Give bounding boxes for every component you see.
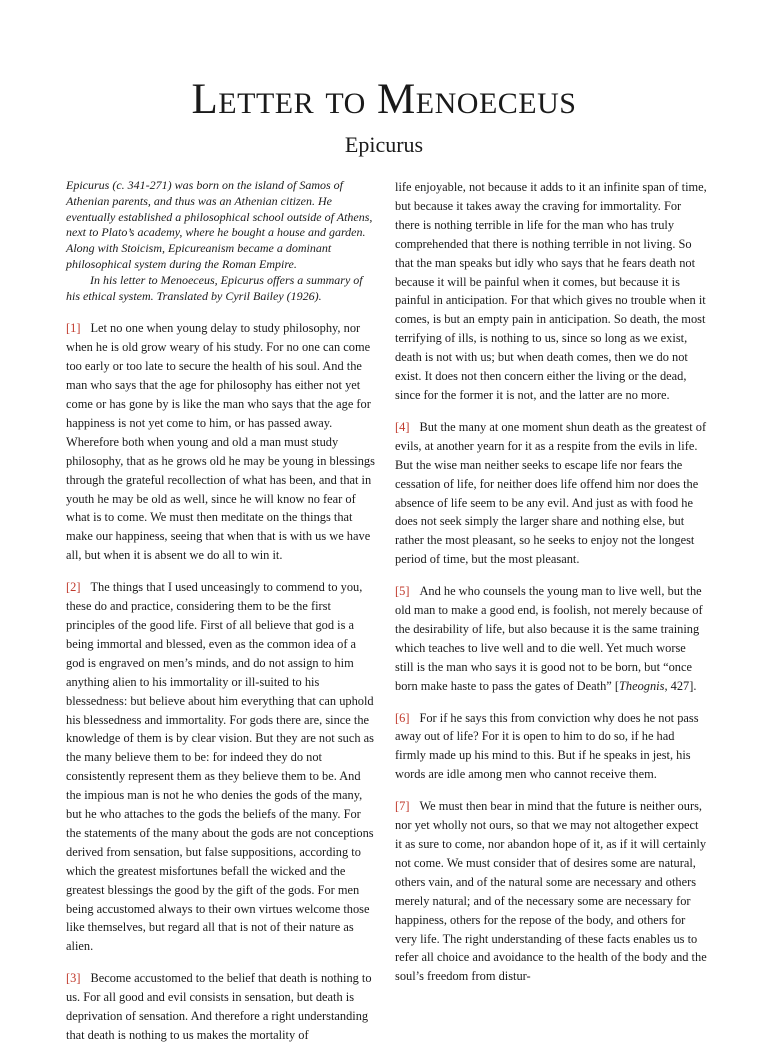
citation-rest: , 427]. <box>664 678 697 693</box>
right-column <box>395 178 707 999</box>
section-text: For if he says this from conviction why does he not pass away out of life? For it is open to him to do so, if he had firmly made up his mind to this. But if he speaks in jest, his words are idle among men who cannot receive them. <box>395 710 699 782</box>
section-4 <box>395 418 707 569</box>
section-5 <box>395 582 707 695</box>
section-number[interactable]: [4] <box>395 419 410 434</box>
intro-note <box>66 178 377 304</box>
section-number[interactable]: [2] <box>66 580 81 595</box>
section-3-continued: life enjoyable, not because it adds to it an infinite span of time, but because it takes away the craving for immortality. For there is nothing terrible in life for the man who has truly comprehended that there is nothing terrible in not living. So that the man speaks but idly who says that he fears death not because it will be painful when it comes, but because it is painful in anticipation. For that which gives no trouble when it comes, is but an empty pain in anticipation. So death, the most terrifying of ills, is nothing to us, since so long as we exist, death is not with us; but when death comes, then we do not exist. It does not then concern either the living or the dead, since for the former it is not, and the latter are no more. <box>395 180 707 402</box>
section-7 <box>395 797 707 986</box>
intro-paragraph: In his letter to Menoeceus, Epicurus offers a summary of his ethical system. Translated by Cyril Bailey (1926). <box>66 272 363 303</box>
left-column <box>66 178 377 1058</box>
section-2 <box>66 578 377 956</box>
citation-title: Theognis <box>619 678 665 693</box>
section-3 <box>66 969 377 1045</box>
section-number[interactable]: [3] <box>66 971 81 986</box>
section-6 <box>395 709 707 785</box>
section-number[interactable]: [1] <box>66 321 81 336</box>
section-number[interactable]: [5] <box>395 584 410 599</box>
page-title: Letter to Menoeceus <box>191 76 577 123</box>
section-1 <box>66 319 377 565</box>
section-number[interactable]: [7] <box>395 799 410 814</box>
section-text: Let no one when young delay to study philosophy, nor when he is old grow weary of his study. For no one can come too early or too late to secure the health of his soul. And the man who says that the age for philosophy has either not yet come or has gone by is like the man who says that the age for happiness is not yet come to him, or has passed away. Wherefore both when young and old a man must study philosophy, that as he grows old he may be young in blessings through the grateful recollection of what has been, and that in youth he may be old as well, since he will know no fear of what is to come. We must then meditate on the things that make our happiness, seeing that when that is with us we have all, but when it is absent we do all to win it. <box>66 321 375 563</box>
section-text: And he who counsels the young man to live well, but the old man to make a good end, is foolish, not merely because of the desirability of life, but also because it is the same training which teaches to live well and to die well. Yet much worse still is the man who says it is good not to be born, but “once born make haste to pass the gates of Death” [ <box>395 584 703 693</box>
section-text: The things that I used unceasingly to commend to you, these do and practice, considering them to be the first principles of the good life. First of all believe that god is a being immortal and blessed, even as the common idea of a god is engraved on men’s minds, and do not assign to him anything alien to his immortality or ill-suited to his blessedness: but believe about him everything that can uphold his blessedness and immortality. For gods there are, since the knowledge of them is by clear vision. But they are not such as the many believe them to be: for indeed they do not consistently represent them as they believe them to be. And the impious man is not he who denies the gods of the many, but he who attaches to the gods the beliefs of the many. For the statements of the many about the gods are not conceptions derived from sensation, but false suppositions, according to which the greatest misfortunes befall the wicked and the greatest blessings the good by the gift of the gods. For men being accustomed always to their own virtues welcome those like themselves, but regard all that is not of their nature as alien. <box>66 580 374 954</box>
section-number[interactable]: [6] <box>395 710 410 725</box>
section-text: We must then bear in mind that the future is neither ours, nor yet wholly not ours, so that we may not altogether expect it as sure to come, nor abandon hope of it, as if it will certainly not come. We must consider that of desires some are natural, others vain, and of the natural some are necessary and others merely natural; and of the necessary some are necessary for happiness, others for the repose of the body, and others for very life. The right understanding of these facts enables us to refer all choice and avoidance to the health of the body and the soul’s freedom from distur- <box>395 799 707 984</box>
section-text: But the many at one moment shun death as the greatest of evils, at another yearn for it as a respite from the evils in life. But the wise man neither seeks to escape life nor fears the cessation of life, for neither does life offend him nor does the absence of life seem to be any evil. And just as with food he does not seek simply the larger share and nothing else, but rather the most pleasant, so he seeks to enjoy not the longest period of time, but the most pleasant. <box>395 419 707 567</box>
author-name: Epicurus <box>344 132 424 157</box>
section-text: Become accustomed to the belief that death is nothing to us. For all good and evil consists in sensation, but death is deprivation of sensation. And therefore a right understanding that death is nothing to us makes the mortality of <box>66 971 372 1042</box>
intro-paragraph: Epicurus (c. 341-271) was born on the island of Samos of Athenian parents, and thus was an Athenian citizen. He eventually established a philosophical school outside of Athens, next to Plato’s academy, where he bought a house and garden. Along with Stoicism, Epicureanism became a dominant philosophical system during the Roman Empire. <box>66 178 373 271</box>
